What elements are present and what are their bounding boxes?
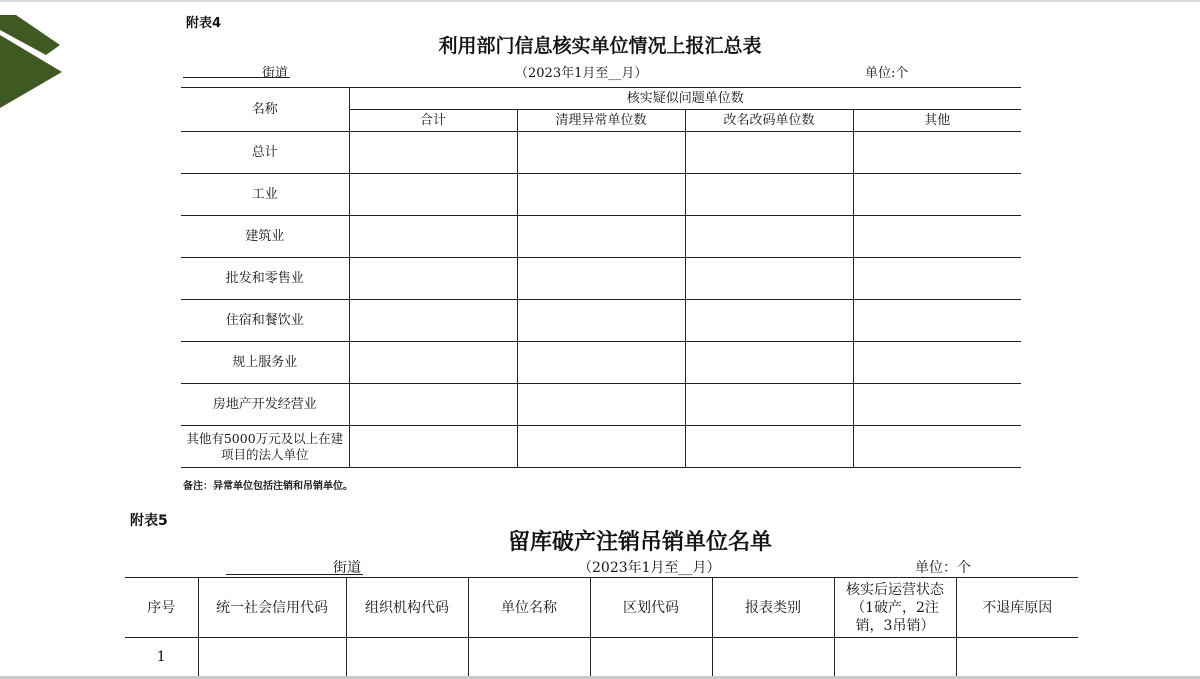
table-row [181, 216, 1021, 258]
appendix5-title: 留库破产注销吊销单位名单 [507, 529, 772, 555]
appendix5-street: 街道 [333, 560, 361, 576]
table-cell [956, 638, 1078, 677]
row-label: 住宿和餐饮业 [181, 300, 349, 342]
table-cell [853, 300, 1021, 342]
table-row [181, 342, 1021, 384]
table-cell [349, 300, 517, 342]
table-cell [853, 216, 1021, 258]
header-status-line2: （1破产，2注 [851, 599, 939, 616]
table-cell [517, 174, 685, 216]
table-cell [685, 426, 853, 468]
table-row [125, 638, 1078, 677]
table-cell [349, 174, 517, 216]
header-credit-code: 统一社会信用代码 [198, 578, 346, 638]
table-cell [517, 384, 685, 426]
table-cell [853, 174, 1021, 216]
table-cell [349, 258, 517, 300]
subheader-total: 合计 [349, 110, 517, 132]
header-unit-name: 单位名称 [468, 578, 590, 638]
appendix5-unit: 单位：个 [915, 560, 971, 576]
table-cell [349, 132, 517, 174]
table-cell [349, 384, 517, 426]
subheader-other: 其他 [853, 110, 1021, 132]
header-group: 核实疑似问题单位数 [349, 88, 1021, 110]
appendix4-label: 附表4 [186, 16, 222, 31]
header-reason: 不退库原因 [956, 578, 1078, 638]
table-row [181, 426, 1021, 468]
header-name: 名称 [181, 88, 349, 132]
row-number: 1 [125, 638, 198, 677]
table-cell [517, 342, 685, 384]
subheader-cleared: 清理异常单位数 [517, 110, 685, 132]
table-cell [685, 384, 853, 426]
appendix4-note: 备注：异常单位包括注销和吊销单位。 [183, 481, 353, 492]
row-label-line1: 其他有5000万元及以上在建 [186, 430, 344, 446]
unit-list-table [125, 577, 1078, 677]
table-cell [349, 216, 517, 258]
table-row [181, 174, 1021, 216]
table-cell [349, 342, 517, 384]
table-cell [517, 426, 685, 468]
table-cell [468, 638, 590, 677]
row-label-line2: 项目的法人单位 [220, 446, 309, 462]
table-row [181, 258, 1021, 300]
subheader-renamed: 改名改码单位数 [685, 110, 853, 132]
table-cell [685, 342, 853, 384]
appendix4-street: 街道 [262, 66, 289, 81]
table-row [181, 132, 1021, 174]
appendix5-label: 附表5 [130, 513, 168, 529]
table-row [181, 384, 1021, 426]
table-cell [834, 638, 956, 677]
table-cell [590, 638, 712, 677]
table-cell [685, 174, 853, 216]
table-cell [685, 300, 853, 342]
appendix4-unit: 单位:个 [865, 66, 909, 81]
table-cell [349, 426, 517, 468]
table-cell [853, 426, 1021, 468]
header-region-code: 区划代码 [590, 578, 712, 638]
header-report-type: 报表类别 [712, 578, 834, 638]
appendix5-period: （2023年1月至__月） [578, 560, 721, 576]
table-cell [712, 638, 834, 677]
row-label: 总计 [181, 132, 349, 174]
table-cell [853, 132, 1021, 174]
table-row [181, 300, 1021, 342]
summary-table [181, 87, 1021, 468]
appendix4-period: （2023年1月至__月） [515, 66, 648, 81]
header-status-line1: 核实后运营状态 [846, 581, 944, 598]
table-cell [517, 132, 685, 174]
table-cell [198, 638, 346, 677]
table-cell [517, 258, 685, 300]
row-label: 工业 [181, 174, 349, 216]
table-cell [853, 258, 1021, 300]
table-cell [517, 216, 685, 258]
table-cell [517, 300, 685, 342]
appendix4-title: 利用部门信息核实单位情况上报汇总表 [438, 35, 762, 57]
table-cell [685, 132, 853, 174]
table-cell [346, 638, 468, 677]
table-cell [685, 258, 853, 300]
header-seq: 序号 [125, 578, 198, 638]
row-label: 房地产开发经营业 [181, 384, 349, 426]
header-status [834, 578, 956, 638]
table-cell [853, 342, 1021, 384]
row-label: 批发和零售业 [181, 258, 349, 300]
table-cell [853, 384, 1021, 426]
header-status-line3: 销，3吊销） [855, 617, 935, 634]
row-label: 建筑业 [181, 216, 349, 258]
row-label: 规上服务业 [181, 342, 349, 384]
top-border [0, 0, 1200, 2]
table-cell [685, 216, 853, 258]
row-label-multiline [181, 426, 349, 468]
header-org-code: 组织机构代码 [346, 578, 468, 638]
